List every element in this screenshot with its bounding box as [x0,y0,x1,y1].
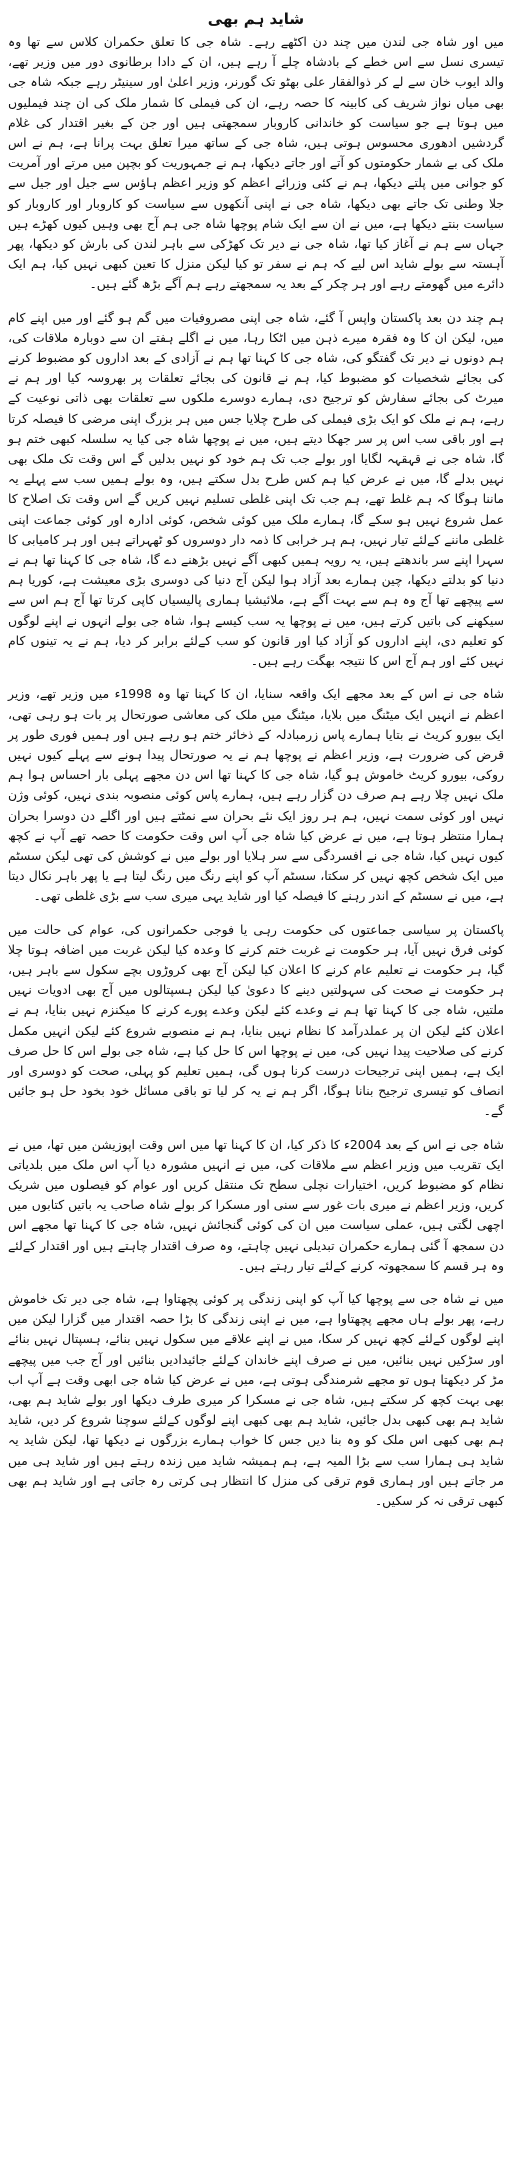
article-paragraph: شاہ جی نے اس کے بعد 2004ء کا ذکر کیا، ان کا کہنا تھا میں اس وقت اپوزیشن میں تھا، میں نے ایک تقریب میں وزیر اعظم سے ملاقات کی، میں نے انہیں مشورہ دیا آپ اس ملک میں بلدیاتی نظام کو مضبوط کریں، اختیارات نچلی سطح تک منتقل کریں اور عوام کو فیصلوں میں شریک کریں، وزیر اعظم نے میری بات غور سے سنی اور مسکرا کر بولے شاہ صاحب یہ باتیں کتابوں میں اچھی لگتی ہیں، عملی سیاست میں ان کی کوئی گنجائش نہیں، شاہ جی کا کہنا تھا مجھے اس دن سمجھ آ گئی ہمارے حکمران تبدیلی نہیں چاہتے، وہ صرف اقتدار چاہتے ہیں اور اقتدار کےلئے وہ ہر قسم کا سمجھوتہ کرنے کےلئے تیار رہتے ہیں۔ [8,1136,504,1273]
article-paragraph: پاکستان پر سیاسی جماعتوں کی حکومت رہی یا فوجی حکمرانوں کی، عوام کی حالت میں کوئی فرق نہیں آیا، ہر حکومت نے غربت ختم کرنے کا وعدہ کیا لیکن غربت میں اضافہ ہوتا چلا گیا، ہر حکومت نے تعلیم عام کرنے کا اعلان کیا لیکن آج بھی کروڑوں بچے سکول سے باہر ہیں، ہر حکومت نے صحت کی سہولتیں دینے کا دعویٰ کیا لیکن ہسپتالوں میں آج بھی ادویات نہیں ملتیں، شاہ جی کا کہنا تھا ہم نے وعدے کئے لیکن وعدے پورے کرنے کا میکنزم نہیں بنایا، ہم نے اعلان کئے لیکن ان پر عملدرآمد کا نظام نہیں بنایا، ہم نے منصوبے شروع کئے لیکن انہیں مکمل کرنے کی صلاحیت پیدا نہیں کی، میں نے پوچھا اس کا حل کیا ہے، شاہ جی بولے اس کا حل صرف ایک ہے، ہمیں اپنی ترجیحات درست کرنا ہوں گی، ہمیں تعلیم کو پہلی، صحت کو دوسری اور انصاف کو تیسری ترجیح بنانا ہوگا، اگر ہم نے یہ کر لیا تو باقی مسائل خود بخود حل ہو جائیں گے۔ [8,921,504,1119]
article-paragraph: ہم چند دن بعد پاکستان واپس آ گئے، شاہ جی اپنی مصروفیات میں گم ہو گئے اور میں اپنے کام میں، لیکن ان کا وہ فقرہ میرے ذہن میں اٹکا رہا، میں نے اگلے ہفتے ان سے دوبارہ ملاقات کی، ہم دونوں نے دیر تک گفتگو کی، شاہ جی کا کہنا تھا ہم نے آزادی کے بعد اداروں کو مضبوط کرنے کی بجائے شخصیات کو مضبوط کیا، ہم نے قانون کی بجائے تعلقات پر بھروسہ کیا اور ہم نے میرٹ کی بجائے سفارش کو ترجیح دی، ہمارے دوسرے ملکوں سے تعلقات بھی ذاتی نوعیت کے رہے، ہم نے ملک کو ایک بڑی فیملی کی طرح چلایا جس میں ہر بزرگ اپنی مرضی کا فیصلہ کرتا ہے اور باقی سب اس پر سر جھکا دیتے ہیں، میں نے پوچھا شاہ جی کیا یہ سلسلہ کبھی ختم ہو گا، شاہ جی نے قہقہہ لگایا اور بولے جب تک ہم خود کو نہیں بدلیں گے اس وقت تک ملک بھی نہیں بدلے گا، میں نے عرض کیا ہم کس طرح بدل سکتے ہیں، وہ بولے ہمیں سب سے پہلے یہ ماننا ہوگا کہ ہم غلط تھے، ہم جب تک اپنی غلطی تسلیم نہیں کریں گے اس وقت تک اصلاح کا عمل شروع نہیں ہو سکے گا، ہمارے ملک میں کوئی شخص، کوئی ادارہ اور کوئی جماعت اپنی غلطی ماننے کےلئے تیار نہیں، ہم ہر خرابی کا ذمہ دار دوسروں کو ٹھہراتے ہیں اور ہر کامیابی کا سہرا اپنے سر باندھتے ہیں، یہ رویہ ہمیں کبھی آگے نہیں بڑھنے دے گا، شاہ جی کا کہنا تھا ہم نے دنیا کو بدلتے دیکھا، چین ہمارے بعد آزاد ہوا لیکن آج دنیا کی دوسری بڑی معیشت ہے، کوریا ہم سے پیچھے تھا آج وہ ہم سے بہت آگے ہے، ملائیشیا ہماری پالیسیاں کاپی کرتا تھا آج ہم اس سے سیکھنے کی باتیں کرتے ہیں، میں نے پوچھا یہ سب کیسے ہوا، شاہ جی بولے انہوں نے اپنے لوگوں کو تعلیم دی، اپنے اداروں کو آزاد کیا اور قانون کو سب کےلئے برابر کر دیا، ہم نے یہ تینوں کام نہیں کئے اور ہم آج اس کا نتیجہ بھگت رہے ہیں۔ [8,309,504,669]
article-paragraph: میں اور شاہ جی لندن میں چند دن اکٹھے رہے۔ شاہ جی کا تعلق حکمران کلاس سے تھا وہ تیسری نسل سے اس خطے کے بادشاہ چلے آ رہے ہیں، ان کے دادا برطانوی دور میں وزیر تھے، والد ایوب خان سے لے کر ذوالفقار علی بھٹو تک گورنر، وزیر اعلیٰ اور سینیٹر رہے جبکہ شاہ جی بھی میاں نواز شریف کی کابینہ کا حصہ رہے، ان کی فیملی کا شمار ملک کی ان چند فیملیوں میں ہوتا ہے جو سیاست کو خاندانی کاروبار سمجھتی ہیں اور جن کے بغیر اقتدار کی غلام گردشیں ادھوری محسوس ہوتی ہیں، شاہ جی کے ساتھ میرا تعلق بہت پرانا ہے، ہم نے اس ملک کی بے شمار حکومتوں کو آتے اور جاتے دیکھا، ہم نے جمہوریت کو بچپن میں مرتے اور آمریت کو جوانی میں پلتے دیکھا، ہم نے کئی وزرائے اعظم کو وزیر اعظم ہاؤس سے جیل اور جیل سے جلا وطنی تک جاتے بھی دیکھا، شاہ جی نے اپنی آنکھوں سے سیاست کو کاروبار اور کاروبار کو سیاست بنتے دیکھا ہے، میں نے ان سے ایک شام پوچھا شاہ جی ہم آج بھی وہیں کیوں کھڑے ہیں جہاں سے ہم نے آغاز کیا تھا، شاہ جی نے دیر تک کھڑکی سے باہر لندن کی بارش کو دیکھا، پھر آہستہ سے بولے شاید اس لیے کہ ہم نے سفر تو کیا لیکن منزل کا تعین کبھی نہیں کیا، ہم ایک دائرے میں گھومتے رہے اور ہر چکر کے بعد یہ سمجھتے رہے ہم آگے بڑھ گئے ہیں۔ [8,34,504,292]
article-body [8,32,504,1511]
column-title: شاید ہم بھی [207,10,305,28]
article-paragraph: میں نے شاہ جی سے پوچھا کیا آپ کو اپنی زندگی پر کوئی پچھتاوا ہے، شاہ جی دیر تک خاموش رہے، پھر بولے ہاں مجھے پچھتاوا ہے، میں نے اپنی زندگی کا بڑا حصہ اقتدار میں گزارا لیکن میں اپنے لوگوں کےلئے کچھ نہیں کر سکا، میں نے اپنے علاقے میں سکول نہیں بنائے، ہسپتال نہیں بنائے اور سڑکیں نہیں بنائیں، میں نے صرف اپنے خاندان کےلئے جائیدادیں بنائیں اور آج جب میں پیچھے مڑ کر دیکھتا ہوں تو مجھے شرمندگی ہوتی ہے، میں نے عرض کیا شاہ جی ابھی وقت ہے آپ اب بھی بہت کچھ کر سکتے ہیں، شاہ جی نے مسکرا کر میری طرف دیکھا اور بولے شاید ہم بھی، شاید ہم بھی کبھی بدل جائیں، شاید ہم بھی کبھی اپنے لوگوں کےلئے سوچنا شروع کر دیں، شاید ہم بھی کبھی اس ملک کو وہ بنا دیں جس کا خواب ہمارے بزرگوں نے دیکھا تھا، لیکن شاید یہ شاید ہی ہمارا سب سے بڑا المیہ ہے، ہم ہمیشہ شاید میں زندہ رہتے ہیں اور شاید ہی میں مر جاتے ہیں اور ہماری قوم ترقی کی منزل کا انتظار ہی کرتی رہ جاتی ہے اور شاید ہم بھی کبھی ترقی نہ کر سکیں۔ [8,1290,504,1509]
article-paragraph: شاہ جی نے اس کے بعد مجھے ایک واقعہ سنایا، ان کا کہنا تھا وہ 1998ء میں وزیر تھے، وزیر اعظم نے انہیں ایک میٹنگ میں بلایا، میٹنگ میں ملک کی معاشی صورتحال پر بات ہو رہی تھی، ایک بیورو کریٹ نے بتایا ہمارے پاس زرمبادلہ کے ذخائر ختم ہو رہے ہیں اور ہمیں فوری طور پر قرض کی ضرورت ہے، وزیر اعظم نے پوچھا ہم نے یہ صورتحال پیدا ہونے سے پہلے کیوں نہیں روکی، بیورو کریٹ خاموش ہو گیا، شاہ جی کا کہنا تھا اس دن مجھے پہلی بار احساس ہوا ہم ملک نہیں چلا رہے ہم صرف دن گزار رہے ہیں، ہمارے پاس کوئی منصوبہ بندی نہیں، کوئی وژن نہیں اور کوئی سمت نہیں، ہم ہر روز ایک نئے بحران سے نمٹتے ہیں اور اگلے دن دوسرا بحران ہمارا منتظر ہوتا ہے، میں نے عرض کیا شاہ جی آپ اس وقت حکومت کا حصہ تھے آپ نے کچھ کیوں نہیں کیا، شاہ جی نے افسردگی سے سر ہلایا اور بولے میں نے کوشش کی تھی لیکن سسٹم میں ایک شخص کچھ نہیں کر سکتا، سسٹم آپ کو اپنے رنگ میں رنگ لیتا ہے یا پھر باہر نکال دیتا ہے، میں نے سسٹم کے اندر رہنے کا فیصلہ کیا اور شاید یہی میری سب سے بڑی غلطی تھی۔ [8,686,504,904]
